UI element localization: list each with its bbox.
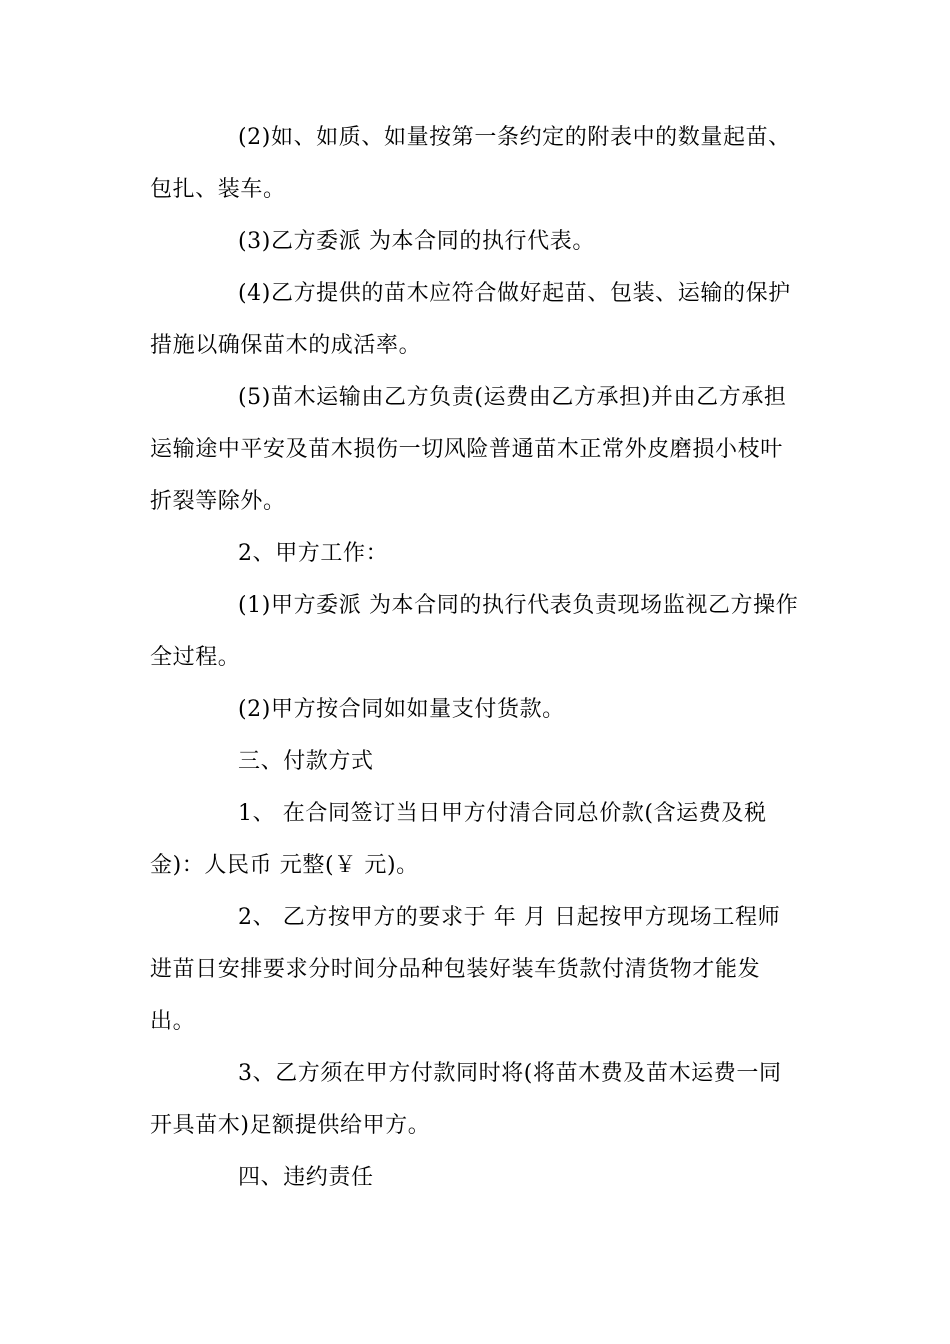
paragraph: (3)乙方委派 为本合同的执行代表。 <box>238 229 595 254</box>
paragraph: 3、乙方须在甲方付款同时将(将苗木费及苗木运费一同开具苗木)足额提供给甲方。 <box>150 1061 782 1138</box>
paragraph: 2、 乙方按甲方的要求于 年 月 日起按甲方现场工程师进苗日安排要求分时间分品种包装好装车货款付清货物才能发出。 <box>150 905 781 1034</box>
paragraph: 1、 在合同签订当日甲方付清合同总价款(含运费及税金)：人民币 元整(￥ 元)。 <box>150 801 767 878</box>
paragraph: (1)甲方委派 为本合同的执行代表负责现场监视乙方操作全过程。 <box>150 593 799 670</box>
section-heading: 三、付款方式 <box>238 749 374 774</box>
section-heading: 2、甲方工作： <box>238 541 389 566</box>
paragraph: (2)甲方按合同如如量支付货款。 <box>238 697 565 722</box>
paragraph: (5)苗木运输由乙方负责(运费由乙方承担)并由乙方承担运输途中平安及苗木损伤一切风险普通苗木正常外皮磨损小枝叶折裂等除外。 <box>150 385 787 514</box>
paragraph: (2)如、如质、如量按第一条约定的附表中的数量起苗、包扎、装车。 <box>150 125 791 202</box>
document-body <box>150 112 802 1204</box>
section-heading: 四、违约责任 <box>238 1165 374 1190</box>
paragraph: (4)乙方提供的苗木应符合做好起苗、包装、运输的保护措施以确保苗木的成活率。 <box>150 281 791 358</box>
